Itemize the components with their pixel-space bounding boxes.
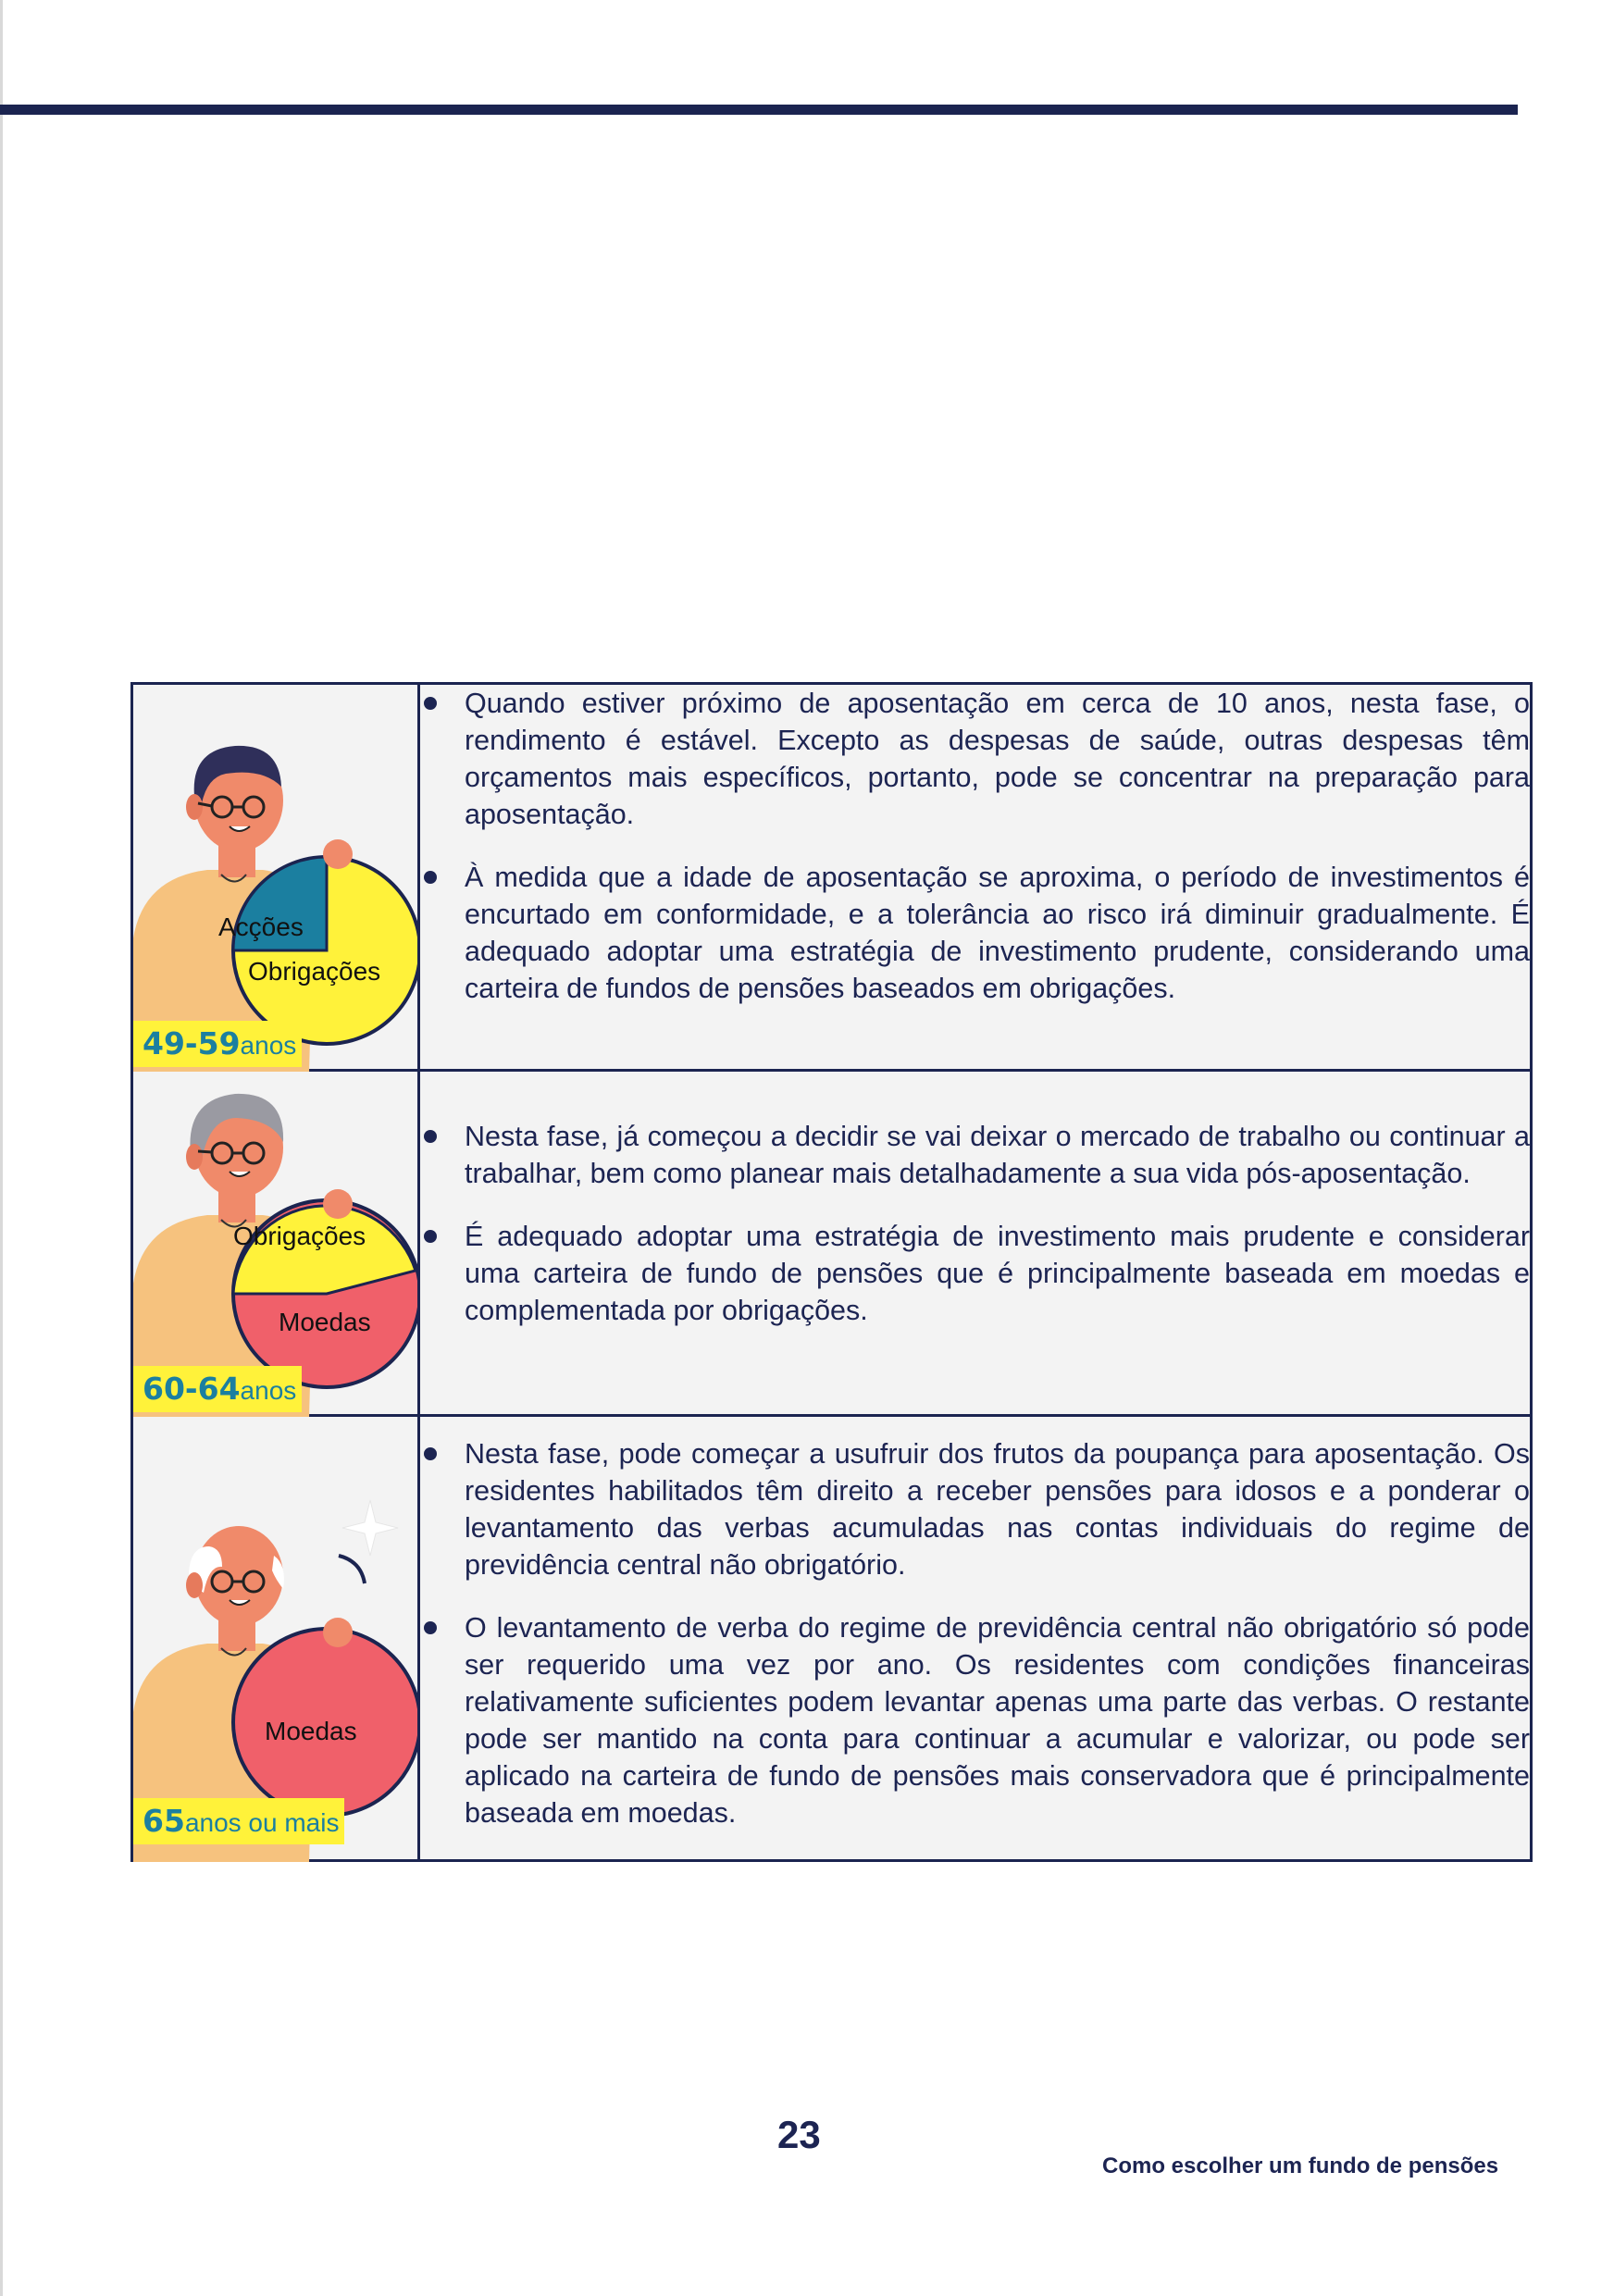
pie-label-obrigacoes: Obrigações	[233, 1222, 366, 1250]
bullet-icon	[424, 1130, 437, 1143]
list-item: Quando estiver próximo de aposentação em cerca de 10 anos, nesta fase, o rendimento é estável. Excepto as despesas de saúde, outras despesas têm orçamentos mais específicos, portanto, pode se concentrar na preparação para aposentação.	[420, 685, 1530, 833]
man-holding-pie-illustration	[133, 685, 417, 1072]
age-range: 60-64	[143, 1371, 241, 1407]
age-range: 49-59	[143, 1025, 241, 1061]
footer-title: Como escolher um fundo de pensões	[1102, 2153, 1499, 2178]
pie-label-accoes: Acções	[218, 912, 304, 941]
bullet-icon	[424, 1621, 437, 1634]
stage-illustration-cell	[132, 1071, 419, 1416]
list-item: Nesta fase, já começou a decidir se vai deixar o mercado de trabalho ou continuar a trabalhar, bem como planear mais detalhadamente a sua vida pós-aposentação.	[420, 1118, 1530, 1192]
list-item: O levantamento de verba do regime de previdência central não obrigatório só pode ser requerido uma vez por ano. Os residentes com condições financeiras relativamente suficientes podem levantar apenas uma parte das verbas. O restante pode ser mantido na conta para continuar a acumular e valorizar, ou pode ser aplicado na carteira de fundo de pensões mais conservadora que é principalmente baseada em moedas.	[420, 1609, 1530, 1831]
stage-points-list	[420, 1118, 1530, 1329]
bullet-icon	[424, 697, 437, 710]
age-suffix: anos	[240, 1376, 297, 1405]
pie-label-obrigacoes: Obrigações	[248, 957, 381, 986]
stage-row-60-64	[132, 1071, 1532, 1416]
header-rule	[0, 105, 1518, 115]
stage-text-cell	[419, 684, 1532, 1071]
stage-illustration-cell	[132, 1416, 419, 1861]
list-item: Nesta fase, pode começar a usufruir dos frutos da poupança para aposentação. Os residentes habilitados têm direito a receber pensões para idosos e a ponderar o levantamento das verbas acumuladas nas contas individuais do regime de previdência central não obrigatório.	[420, 1435, 1530, 1583]
stage-row-65-plus	[132, 1416, 1532, 1861]
stage-points-list	[420, 685, 1530, 1007]
page-left-edge	[0, 0, 3, 2296]
age-badge	[133, 1798, 344, 1844]
age-range: 65	[143, 1803, 185, 1839]
stage-text-cell	[419, 1071, 1532, 1416]
pie-label-moedas: Moedas	[265, 1717, 357, 1745]
age-suffix: anos ou mais	[184, 1808, 340, 1837]
page-number: 23	[777, 2113, 821, 2156]
bullet-icon	[424, 1447, 437, 1460]
age-badge	[133, 1366, 302, 1412]
age-badge	[133, 1021, 302, 1067]
stage-row-49-59	[132, 684, 1532, 1071]
man-holding-pie-illustration	[133, 1417, 417, 1862]
stage-illustration-cell	[132, 684, 419, 1071]
stage-points-list	[420, 1435, 1530, 1831]
bullet-icon	[424, 871, 437, 884]
age-suffix: anos	[240, 1031, 297, 1060]
stage-text-cell	[419, 1416, 1532, 1861]
pie-label-moedas: Moedas	[279, 1308, 371, 1336]
bullet-icon	[424, 1230, 437, 1243]
list-item: À medida que a idade de aposentação se aproxima, o período de investimentos é encurtado em conformidade, e a tolerância ao risco irá diminuir gradualmente. É adequado adoptar uma estratégia de investimento prudente, considerando uma carteira de fundos de pensões baseados em obrigações.	[420, 859, 1530, 1007]
retirement-stages-table	[130, 682, 1533, 1862]
list-item: É adequado adoptar uma estratégia de investimento mais prudente e considerar uma carteira de fundo de pensões que é principalmente baseada em moedas e complementada por obrigações.	[420, 1218, 1530, 1329]
